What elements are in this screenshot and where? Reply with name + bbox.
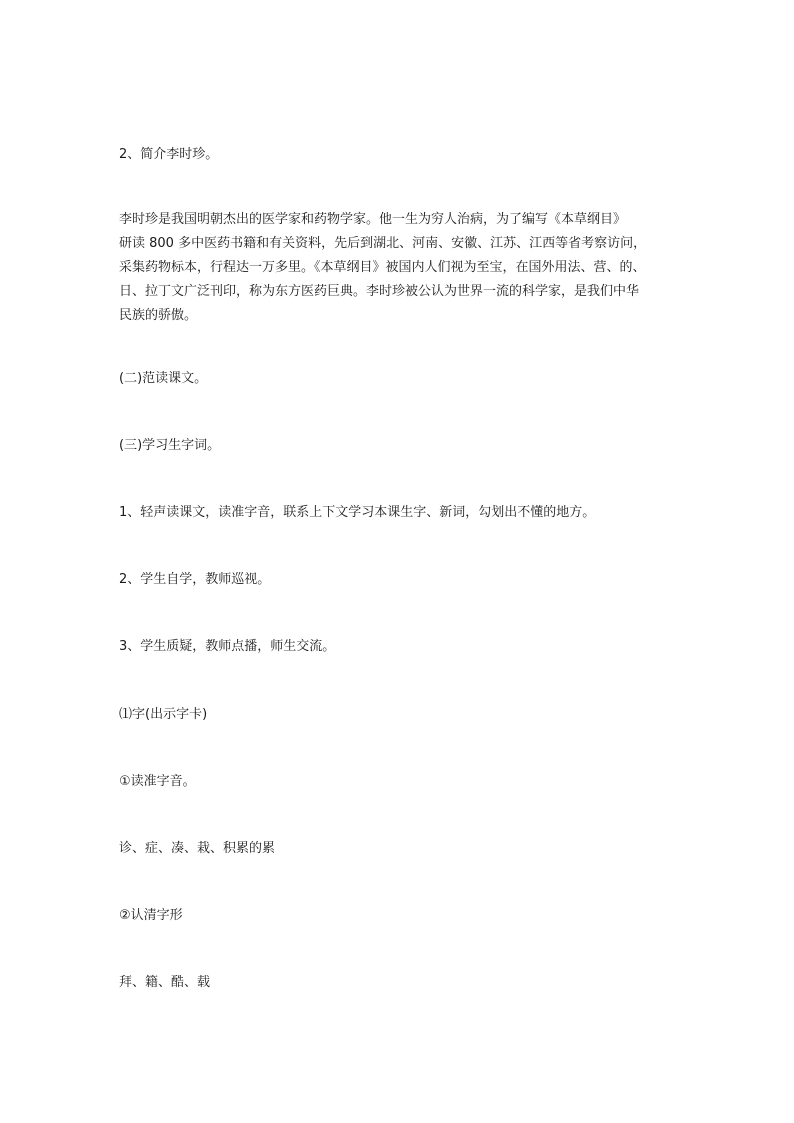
circle-item-1: ①读准字音。 (119, 774, 196, 789)
paragraph-line: 日、拉丁文广泛刊印，称为东方医药巨典。李时珍被公认为世界一流的科学家，是我们中华 (119, 284, 640, 299)
step-3: 3、学生质疑，教师点播，师生交流。 (119, 639, 336, 654)
circle-item-2: ②认清字形 (119, 908, 183, 923)
heading-intro: 2、简介李时珍。 (119, 147, 219, 162)
step-2: 2、学生自学，教师巡视。 (119, 572, 271, 587)
section-two: (二)范读课文。 (119, 371, 208, 386)
paragraph-line: 研读 800 多中医药书籍和有关资料，先后到湖北、河南、安徽、江苏、江西等省考察访问， (119, 236, 647, 251)
sub-heading-characters: ⑴字(出示字卡) (119, 707, 208, 722)
intro-paragraph (119, 208, 679, 328)
character-list-2: 拜、籍、酷、载 (119, 975, 211, 990)
paragraph-line: 采集药物标本，行程达一万多里。《本草纲目》被国内人们视为至宝，在国外用法、营、的、 (119, 260, 646, 275)
character-list-1: 诊、症、凑、栽、积累的累 (119, 841, 276, 856)
paragraph-line: 民族的骄傲。 (119, 308, 198, 323)
step-1: 1、轻声读课文，读准字音，联系上下文学习本课生字、新词，勾划出不懂的地方。 (119, 505, 596, 520)
section-three: (三)学习生字词。 (119, 438, 221, 453)
paragraph-line: 李时珍是我国明朝杰出的医学家和药物学家。他一生为穷人治病，为了编写《本草纲目》 (119, 212, 627, 227)
